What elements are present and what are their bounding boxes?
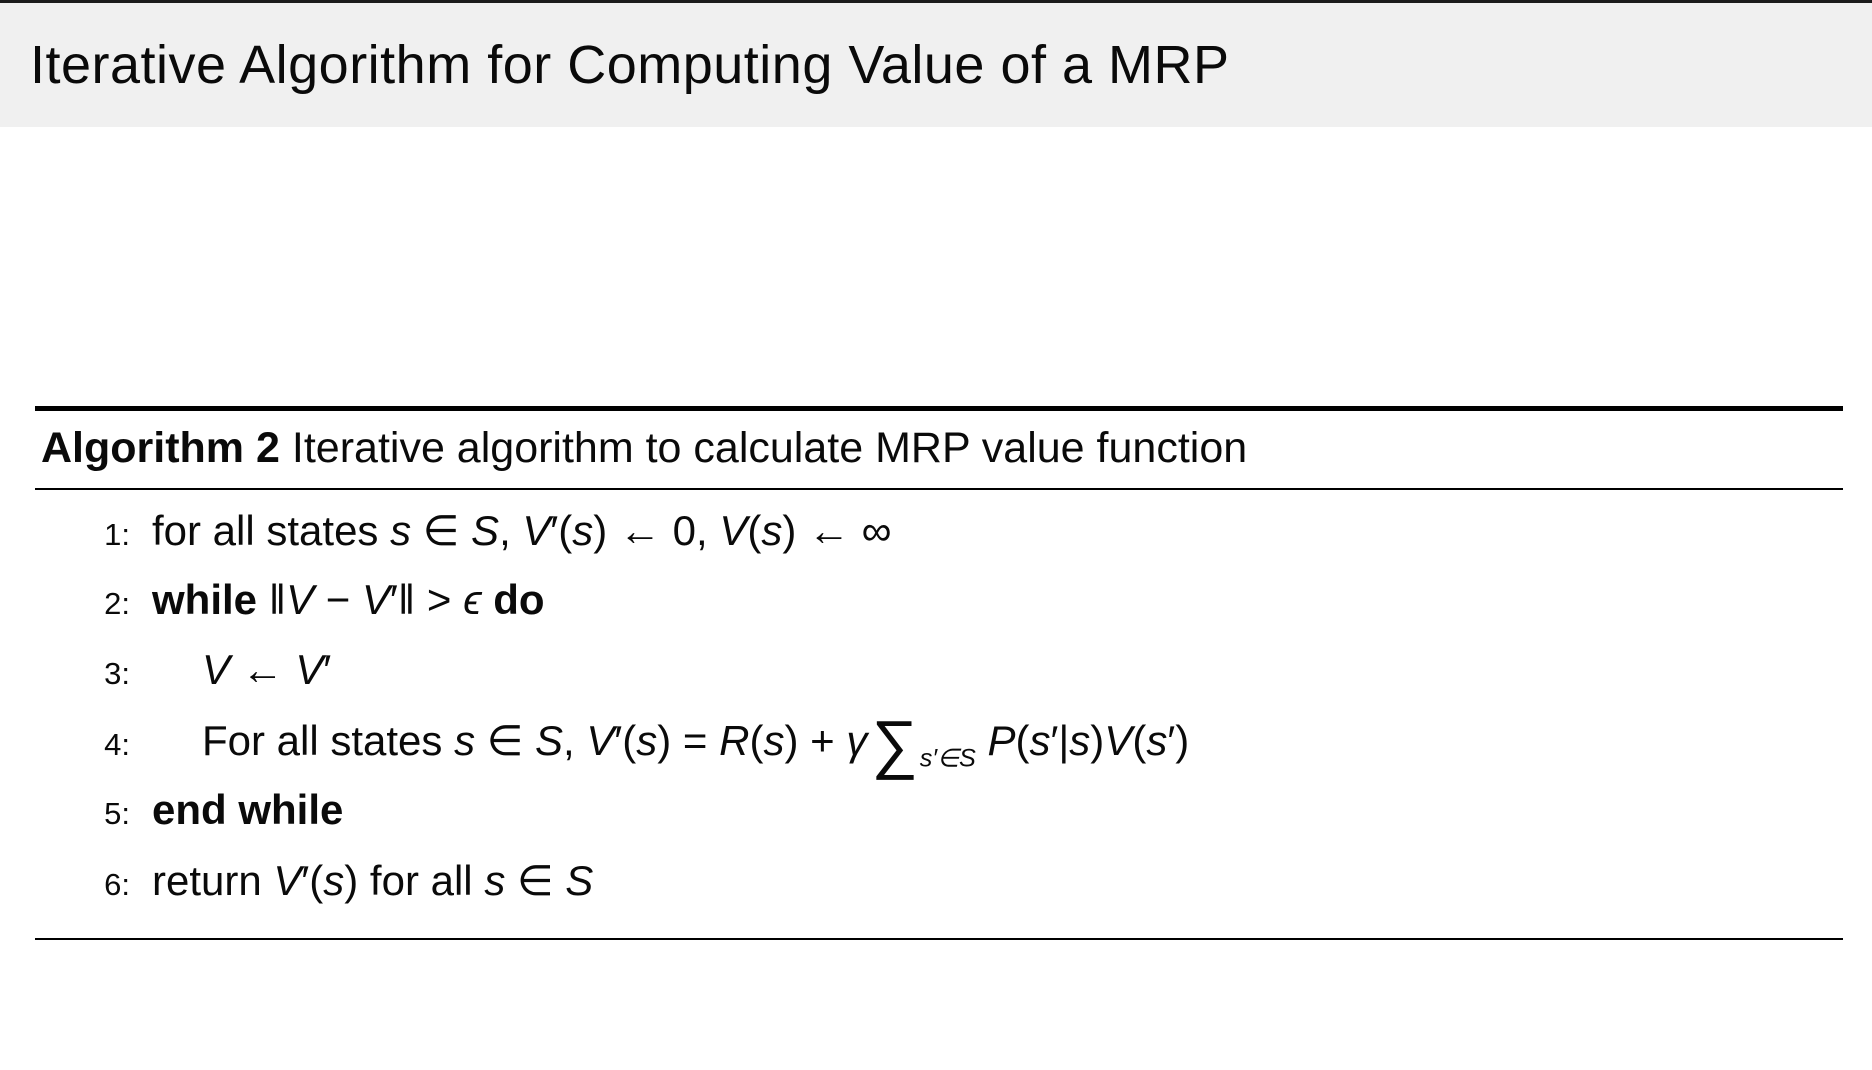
line-content — [202, 707, 1190, 781]
algorithm-caption: Iterative algorithm to calculate MRP value function — [291, 424, 1248, 472]
code-segment: ′ — [323, 646, 332, 694]
line-content — [202, 646, 331, 694]
code-segment: ) ← 0, — [593, 507, 720, 555]
code-segment: s — [761, 507, 783, 555]
line-number: 1: — [104, 517, 130, 553]
code-segment: ) = — [657, 717, 720, 765]
title-bar — [0, 3, 1872, 127]
code-segment: s — [763, 717, 785, 765]
line-content — [152, 506, 892, 555]
algorithm-line — [35, 576, 1843, 646]
code-segment: V — [361, 576, 390, 624]
code-segment: R — [719, 717, 750, 765]
code-segment: for all states — [152, 507, 391, 555]
algorithm-line — [35, 506, 1843, 576]
algorithm-bottom-rule — [35, 938, 1843, 940]
code-segment: ) for all — [344, 857, 485, 905]
code-segment: , — [499, 507, 523, 555]
algorithm-line — [35, 646, 1843, 716]
code-segment: ′( — [614, 717, 637, 765]
code-segment: V — [286, 576, 315, 624]
code-segment: s — [636, 717, 658, 765]
line-number: 5: — [104, 796, 130, 832]
code-segment: V — [202, 646, 231, 694]
code-segment: ← — [230, 646, 296, 694]
code-segment: s — [454, 717, 476, 765]
code-segment: s — [323, 857, 345, 905]
algorithm-label: Algorithm 2 — [41, 424, 280, 472]
code-segment: s — [572, 507, 594, 555]
line-number: 3: — [104, 656, 130, 692]
code-segment: ( — [1015, 717, 1030, 765]
code-segment: ( — [749, 717, 764, 765]
line-number: 4: — [104, 727, 130, 763]
code-segment: while — [152, 576, 269, 624]
line-content — [152, 856, 593, 905]
code-segment: ′( — [301, 857, 324, 905]
code-segment: ∈ — [475, 717, 536, 765]
code-segment: ′‖ > — [389, 576, 464, 624]
code-segment: ′| — [1050, 717, 1070, 765]
code-segment: s′∈S — [919, 744, 976, 773]
code-segment: γ — [846, 717, 868, 765]
algorithm-line — [35, 856, 1843, 926]
code-segment: V — [1104, 717, 1133, 765]
code-segment: S — [565, 857, 594, 905]
algorithm-body — [35, 490, 1843, 938]
code-segment: end while — [152, 786, 344, 834]
code-segment: ) ← ∞ — [782, 507, 892, 555]
code-segment: s — [390, 507, 412, 555]
code-segment: V — [719, 507, 748, 555]
code-segment: S — [535, 717, 564, 765]
code-segment: ′( — [550, 507, 573, 555]
line-number: 2: — [104, 586, 130, 622]
code-segment: ) + — [784, 717, 847, 765]
code-segment: do — [481, 576, 545, 624]
code-segment: ϵ — [463, 576, 482, 624]
code-segment: s — [484, 857, 506, 905]
line-content — [152, 576, 545, 624]
code-segment: ′) — [1167, 717, 1190, 765]
code-segment: ∈ — [411, 507, 472, 555]
algorithm-box — [35, 406, 1843, 940]
code-segment: P — [987, 717, 1016, 765]
slide-title: Iterative Algorithm for Computing Value of a MRP — [30, 35, 1230, 95]
code-segment: , — [563, 717, 587, 765]
code-segment: s — [1146, 717, 1168, 765]
code-segment: s — [1069, 717, 1091, 765]
sum-symbol: ∑ — [871, 707, 918, 781]
code-segment: s — [1029, 717, 1051, 765]
code-segment: ( — [1132, 717, 1147, 765]
code-segment: V — [295, 646, 324, 694]
algorithm-header — [35, 411, 1843, 488]
algorithm-line — [35, 786, 1843, 856]
code-segment: ∈ — [505, 857, 566, 905]
line-number: 6: — [104, 867, 130, 903]
code-segment — [976, 717, 988, 764]
code-segment: For all states — [202, 717, 455, 765]
code-segment: return — [152, 857, 274, 905]
code-segment: ( — [747, 507, 762, 555]
code-segment: − — [314, 576, 362, 624]
line-content — [152, 786, 343, 834]
algorithm-line — [35, 707, 1843, 786]
code-segment: V — [522, 507, 551, 555]
code-segment: V — [273, 857, 302, 905]
code-segment: S — [471, 507, 500, 555]
code-segment: ) — [1090, 717, 1105, 765]
code-segment: V — [586, 717, 615, 765]
code-segment: ‖ — [268, 576, 287, 624]
